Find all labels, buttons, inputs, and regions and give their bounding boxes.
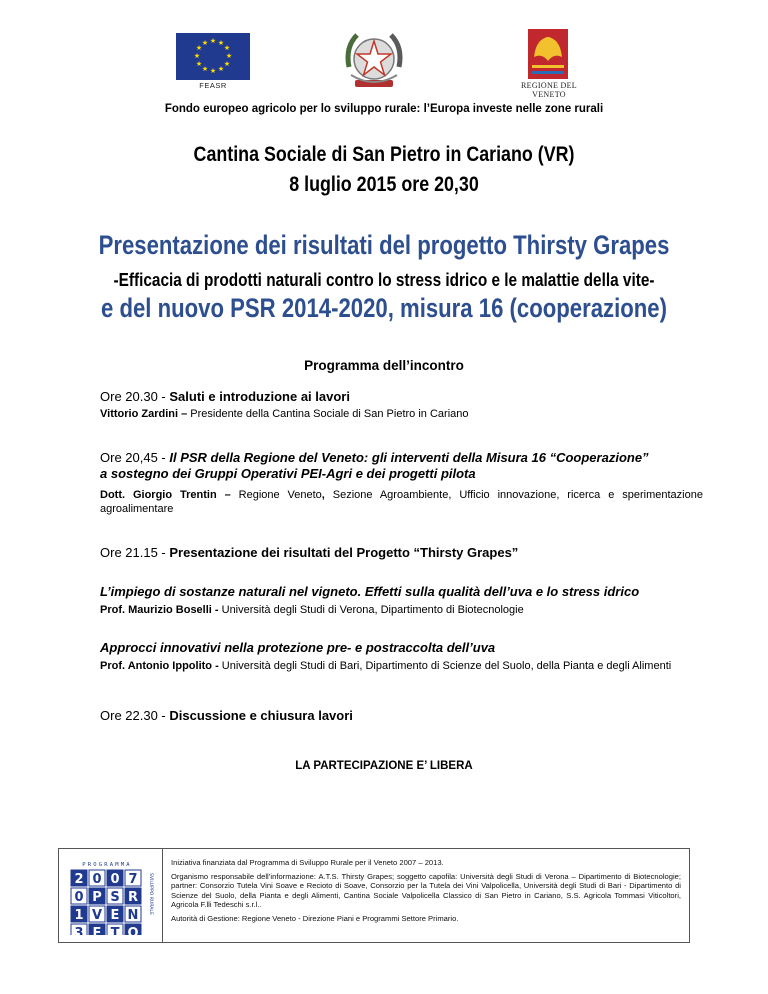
- speaker-role: Università degli Studi di Verona, Dipartimento di Biotecnologie: [221, 604, 524, 616]
- footer-text: [171, 858, 681, 928]
- event-datetime: 8 luglio 2015 ore 20,30: [289, 173, 479, 196]
- item-title-line1: Il PSR della Regione del Veneto: gli interventi della Misura 16 “Cooperazione”: [169, 450, 649, 465]
- program-item-psr-line2: [100, 466, 700, 482]
- speaker-role-a: Regione Veneto: [238, 489, 322, 501]
- item-time: Ore 22.30 -: [100, 708, 170, 723]
- talk-title: L’impiego di sostanze naturali nel vigneto. Effetti sulla qualità dell’uva e lo stress idrico: [100, 584, 640, 599]
- speaker-ippolito: [100, 659, 703, 673]
- speaker-role: Presidente della Cantina Sociale di San Pietro in Cariano: [190, 408, 469, 420]
- secondary-title: e del nuovo PSR 2014-2020, misura 16 (cooperazione): [100, 293, 668, 323]
- psr-logo-char: 0: [74, 890, 84, 905]
- footer-info-box: [58, 848, 690, 943]
- program-item-results: [100, 545, 700, 561]
- item-time: Ore 20,45 -: [100, 450, 170, 465]
- program-item-opening: [100, 389, 700, 405]
- subtitle: -Efficacia di prodotti naturali contro lo stress idrico e le malattie della vite-: [113, 269, 655, 290]
- svg-text:★: ★: [195, 60, 203, 68]
- eu-feasr-logo: [176, 33, 250, 91]
- psr-logo-char: N: [127, 908, 139, 923]
- free-entry-notice: LA PARTECIPAZIONE E’ LIBERA: [295, 760, 473, 772]
- program-heading: Programma dell’incontro: [304, 358, 464, 373]
- psr-logo-char: P: [92, 890, 102, 905]
- svg-text:★: ★: [217, 39, 225, 47]
- psr-logo-char: E: [110, 908, 120, 923]
- psr-logo-char: S: [110, 890, 120, 905]
- talk-natural-substances: [100, 584, 700, 600]
- svg-text:PROGRAMMA: PROGRAMMA: [82, 862, 132, 868]
- speaker-name: Prof. Antonio Ippolito -: [100, 660, 222, 672]
- talk-innovative-approaches: [100, 640, 700, 656]
- psr-veneto-logo: [67, 859, 155, 935]
- svg-text:★: ★: [209, 37, 217, 45]
- item-title: Presentazione dei risultati del Progetto “Thirsty Grapes”: [169, 545, 519, 560]
- eu-logo-label: FEASR: [199, 81, 227, 90]
- item-title: Discussione e chiusura lavori: [169, 708, 353, 723]
- svg-text:★: ★: [209, 67, 217, 75]
- speaker-name: Prof. Maurizio Boselli -: [100, 604, 222, 616]
- svg-text:★: ★: [225, 52, 233, 60]
- talk-title: Approcci innovativi nella protezione pre- e postraccolta dell’uva: [100, 640, 496, 655]
- item-title: Saluti e introduzione ai lavori: [169, 389, 350, 404]
- svg-text:★: ★: [193, 52, 201, 60]
- eu-flag-icon: [176, 33, 250, 80]
- program-item-psr: [100, 450, 700, 466]
- main-title: Presentazione dei risultati del progetto Thirsty Grapes: [98, 230, 670, 260]
- footer-divider: [162, 849, 163, 942]
- tagline: Fondo europeo agricolo per lo sviluppo rurale: l’Europa investe nelle zone rurali: [164, 103, 604, 115]
- svg-text:★: ★: [223, 60, 231, 68]
- speaker-boselli: [100, 603, 703, 617]
- psr-logo-char: T: [110, 926, 120, 935]
- svg-text:SVILUPPO RURALE: SVILUPPO RURALE: [148, 873, 153, 915]
- svg-text:★: ★: [201, 39, 209, 47]
- italian-republic-emblem-icon: [341, 27, 407, 93]
- svg-text:★: ★: [223, 44, 231, 52]
- svg-text:★: ★: [195, 44, 203, 52]
- speaker-zardini: [100, 407, 703, 421]
- program-item-closing: [100, 708, 700, 724]
- speaker-role: Università degli Studi di Bari, Dipartimento di Scienze del Suolo, della Pianta e degli Alimenti: [221, 660, 672, 672]
- svg-text:★: ★: [217, 65, 225, 73]
- regione-veneto-logo: [514, 27, 582, 99]
- footer-managing-authority: Autorità di Gestione: Regione Veneto - Direzione Piani e Programmi Settore Primario.: [171, 913, 459, 923]
- psr-logo-char: 7: [128, 872, 138, 887]
- item-time: Ore 20.30 -: [100, 389, 170, 404]
- psr-logo-char: 1: [74, 908, 84, 923]
- psr-logo-char: 0: [110, 872, 120, 887]
- psr-logo-char: 0: [92, 872, 102, 887]
- lion-of-st-mark-icon: [514, 27, 582, 79]
- item-title-line2: a sostegno dei Gruppi Operativi PEI-Agri e dei progetti pilota: [100, 466, 476, 481]
- speaker-name: Dott. Giorgio Trentin –: [100, 489, 239, 501]
- speaker-trentin: Dott. Giorgio Trentin – Regione Veneto, Sezione Agroambiente, Ufficio innovazione, ricerca e sperimentazione agroalimentare: [100, 489, 703, 515]
- regione-veneto-label: REGIONE DEL VENETO: [521, 81, 577, 99]
- speaker-role-b: Sezione Agroambiente, Ufficio innovazione, ricerca e sperimentazione agroalimentare: [100, 489, 703, 515]
- speaker-name: Vittorio Zardini –: [100, 408, 191, 420]
- event-venue: Cantina Sociale di San Pietro in Cariano (VR): [193, 143, 575, 166]
- psr-logo-char: 2: [74, 872, 84, 887]
- psr-logo-char: R: [127, 890, 139, 905]
- psr-logo-char: O: [127, 926, 139, 935]
- svg-text:★: ★: [201, 65, 209, 73]
- psr-logo-char: E: [92, 926, 102, 935]
- psr-logo-char: 3: [74, 926, 84, 935]
- item-time: Ore 21.15 -: [100, 545, 170, 560]
- psr-logo-char: V: [91, 908, 103, 923]
- footer-responsible-body: Organismo responsabile dell’informazione: A.T.S. Thirsty Grapes; soggetto capofila: Università degli Studi di Verona – Dipartimento di Biotecnologie; partner: Consorzio Tutela Vini Soave e Recioto di Soave, Consorzio per la Tutela dei Vini Valpolicella, Università degli Studi di Bari - Dipartimento di Scienze del Suolo, della Pianta e degli Alimenti, Cantina Sociale Valpolicella Classico di San Pietro in Cariano, S.S. Agricola Tommasi Viticoltori, Agricola F.lli Tedeschi s.r.l..: [171, 871, 681, 910]
- footer-funding: Iniziativa finanziata dal Programma di Sviluppo Rurale per il Veneto 2007 – 2013.: [171, 858, 444, 867]
